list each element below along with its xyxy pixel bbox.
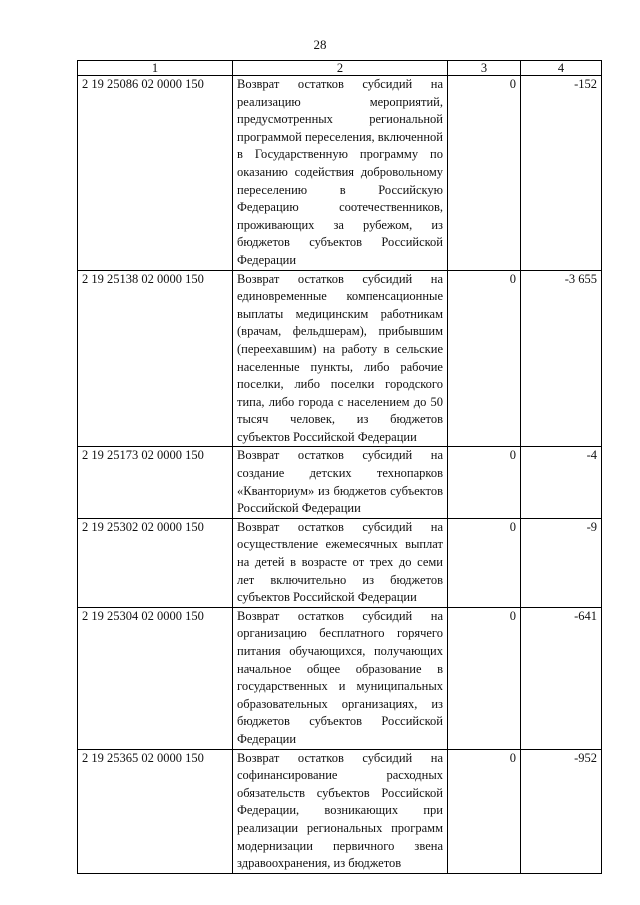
row-col4-value: -152	[521, 76, 602, 271]
row-code: 2 19 25138 02 0000 150	[78, 270, 233, 447]
row-description: Возврат остатков субсидий на реализацию мероприятий, предусмотренных региональной программой переселения, включенной в Государственную программу по оказанию содействия добровольному переселению в Российскую Федерацию соотечественников, проживающих за рубежом, из бюджетов субъектов Российской Федерации	[233, 76, 448, 271]
row-description: Возврат остатков субсидий на организацию бесплатного горячего питания обучающихся, получающих начальное общее образование в государственных и муниципальных образовательных организациях, из бюджетов субъектов Российской Федерации	[233, 607, 448, 749]
row-code: 2 19 25173 02 0000 150	[78, 447, 233, 518]
row-description: Возврат остатков субсидий на единовременные компенсационные выплаты медицинским работникам (врачам, фельдшерам), прибывшим (переехавшим) на работу в сельские населенные пункты, либо рабочие поселки, либо поселки городского типа, либо города с населением до 50 тысяч человек, из бюджетов субъектов Российской Федерации	[233, 270, 448, 447]
row-col3-value: 0	[448, 518, 521, 607]
table-row	[78, 518, 602, 607]
row-col3-value: 0	[448, 447, 521, 518]
row-code: 2 19 25304 02 0000 150	[78, 607, 233, 749]
table-row	[78, 76, 602, 271]
table-row	[78, 749, 602, 873]
row-col4-value: -641	[521, 607, 602, 749]
row-col4-value: -952	[521, 749, 602, 873]
row-col4-value: -3 655	[521, 270, 602, 447]
row-code: 2 19 25365 02 0000 150	[78, 749, 233, 873]
row-description: Возврат остатков субсидий на создание детских технопарков «Кванториум» из бюджетов субъектов Российской Федерации	[233, 447, 448, 518]
table-row	[78, 447, 602, 518]
header-col-4: 4	[521, 61, 602, 76]
page-number: 28	[313, 37, 327, 52]
budget-table	[77, 60, 602, 874]
table-row	[78, 270, 602, 447]
row-col3-value: 0	[448, 749, 521, 873]
row-description: Возврат остатков субсидий на софинансирование расходных обязательств субъектов Российской Федерации, возникающих при реализации региональных программ модернизации первичного звена здравоохранения, из бюджетов	[233, 749, 448, 873]
row-col4-value: -4	[521, 447, 602, 518]
row-col3-value: 0	[448, 270, 521, 447]
row-col3-value: 0	[448, 76, 521, 271]
table-row	[78, 607, 602, 749]
header-col-2: 2	[233, 61, 448, 76]
header-row	[78, 61, 602, 76]
row-code: 2 19 25086 02 0000 150	[78, 76, 233, 271]
header-col-3: 3	[448, 61, 521, 76]
row-code: 2 19 25302 02 0000 150	[78, 518, 233, 607]
row-col4-value: -9	[521, 518, 602, 607]
row-description: Возврат остатков субсидий на осуществление ежемесячных выплат на детей в возрасте от трех до семи лет включительно из бюджетов субъектов Российской Федерации	[233, 518, 448, 607]
row-col3-value: 0	[448, 607, 521, 749]
header-col-1: 1	[78, 61, 233, 76]
